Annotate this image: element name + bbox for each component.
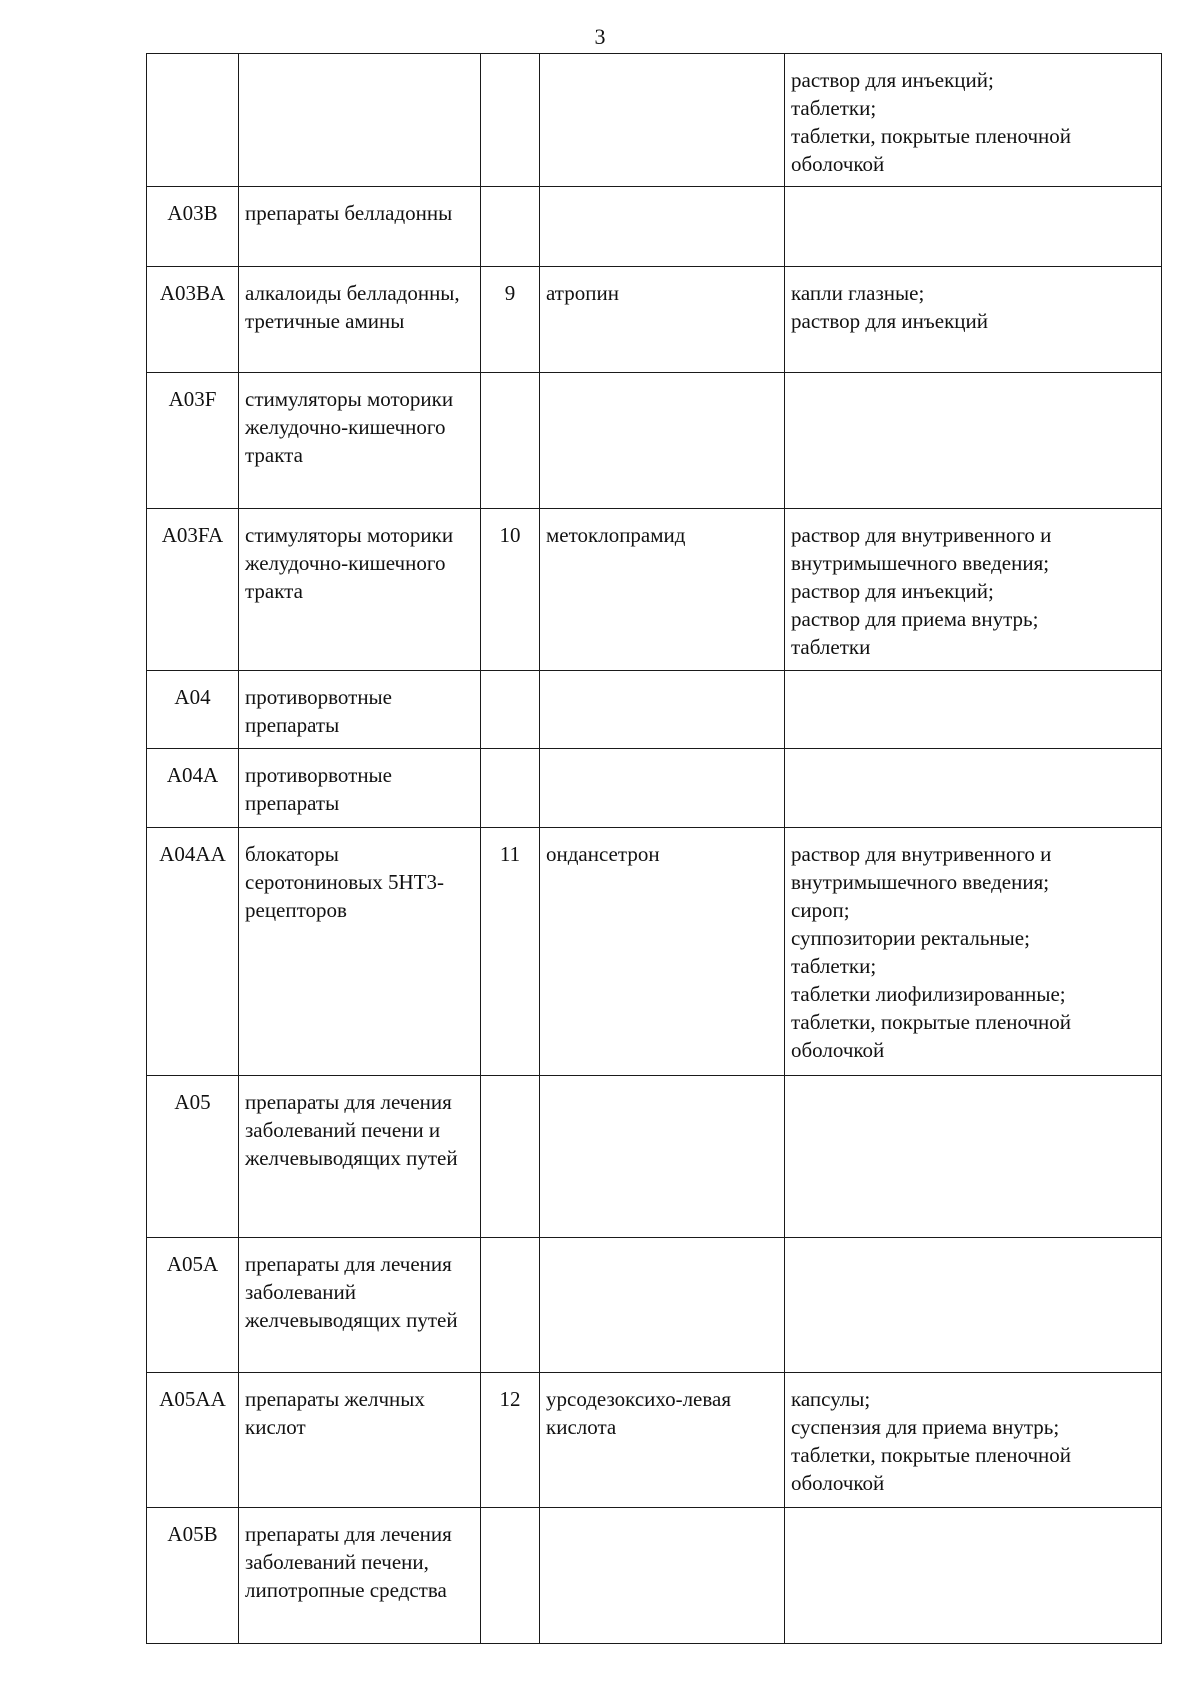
table-row [147,749,1162,828]
table-row [147,54,1162,187]
drug-name-cell: атропин [540,267,785,373]
group-name-cell: препараты белладонны [239,187,481,267]
group-name-cell: противорвотные препараты [239,749,481,828]
dosage-forms-cell: раствор для инъекций; таблетки; таблетки, покрытые пленочной оболочкой [785,54,1162,187]
item-number-cell: 12 [481,1373,540,1508]
group-name-cell: препараты для лечения заболеваний печени и желчевыводящих путей [239,1076,481,1238]
dosage-forms-cell [785,373,1162,509]
atc-code-cell: A03BA [147,267,239,373]
dosage-forms-cell: капли глазные; раствор для инъекций [785,267,1162,373]
drug-name-cell [540,1076,785,1238]
table-row [147,509,1162,671]
group-name-cell: стимуляторы моторики желудочно-кишечного тракта [239,373,481,509]
group-name-cell: блокаторы серотониновых 5HT3-рецепторов [239,828,481,1076]
drug-name-cell [540,187,785,267]
table-row [147,1508,1162,1644]
drug-name-cell: метоклопрамид [540,509,785,671]
dosage-forms-cell [785,749,1162,828]
group-name-cell: алкалоиды белладонны, третичные амины [239,267,481,373]
item-number-cell [481,749,540,828]
dosage-forms-cell [785,1508,1162,1644]
atc-code-cell: A04AA [147,828,239,1076]
item-number-cell [481,1076,540,1238]
drug-list-body [147,54,1162,1644]
table-row [147,187,1162,267]
drug-name-cell [540,671,785,749]
table-row [147,1076,1162,1238]
drug-name-cell [540,1238,785,1373]
table-row [147,1238,1162,1373]
dosage-forms-cell [785,187,1162,267]
item-number-cell: 10 [481,509,540,671]
table-row [147,1373,1162,1508]
table-row [147,373,1162,509]
table-row [147,671,1162,749]
dosage-forms-cell: капсулы; суспензия для приема внутрь; таблетки, покрытые пленочной оболочкой [785,1373,1162,1508]
item-number-cell [481,373,540,509]
group-name-cell: препараты для лечения заболеваний желчевыводящих путей [239,1238,481,1373]
atc-code-cell: A04 [147,671,239,749]
drug-name-cell [540,373,785,509]
group-name-cell [239,54,481,187]
dosage-forms-cell: раствор для внутривенного и внутримышечного введения; раствор для инъекций; раствор для приема внутрь; таблетки [785,509,1162,671]
atc-code-cell: A03F [147,373,239,509]
group-name-cell: стимуляторы моторики желудочно-кишечного тракта [239,509,481,671]
atc-code-cell: A05A [147,1238,239,1373]
atc-code-cell: A05 [147,1076,239,1238]
drug-name-cell [540,54,785,187]
group-name-cell: препараты желчных кислот [239,1373,481,1508]
atc-code-cell: A05AA [147,1373,239,1508]
table-row [147,828,1162,1076]
item-number-cell [481,54,540,187]
drug-name-cell: ондансетрон [540,828,785,1076]
table-row [147,267,1162,373]
dosage-forms-cell: раствор для внутривенного и внутримышечного введения; сироп; суппозитории ректальные; таблетки; таблетки лиофилизированные; таблетки, покрытые пленочной оболочкой [785,828,1162,1076]
item-number-cell: 9 [481,267,540,373]
dosage-forms-cell [785,1238,1162,1373]
item-number-cell [481,1508,540,1644]
atc-code-cell: A03B [147,187,239,267]
page-number: 3 [594,24,606,49]
atc-code-cell [147,54,239,187]
group-name-cell: противорвотные препараты [239,671,481,749]
drug-name-cell [540,1508,785,1644]
atc-code-cell: A05B [147,1508,239,1644]
item-number-cell: 11 [481,828,540,1076]
atc-code-cell: A04A [147,749,239,828]
item-number-cell [481,671,540,749]
group-name-cell: препараты для лечения заболеваний печени, липотропные средства [239,1508,481,1644]
drug-list-table [146,53,1162,1644]
item-number-cell [481,1238,540,1373]
atc-code-cell: A03FA [147,509,239,671]
drug-name-cell [540,749,785,828]
item-number-cell [481,187,540,267]
dosage-forms-cell [785,1076,1162,1238]
dosage-forms-cell [785,671,1162,749]
drug-name-cell: урсодезоксихо-левая кислота [540,1373,785,1508]
